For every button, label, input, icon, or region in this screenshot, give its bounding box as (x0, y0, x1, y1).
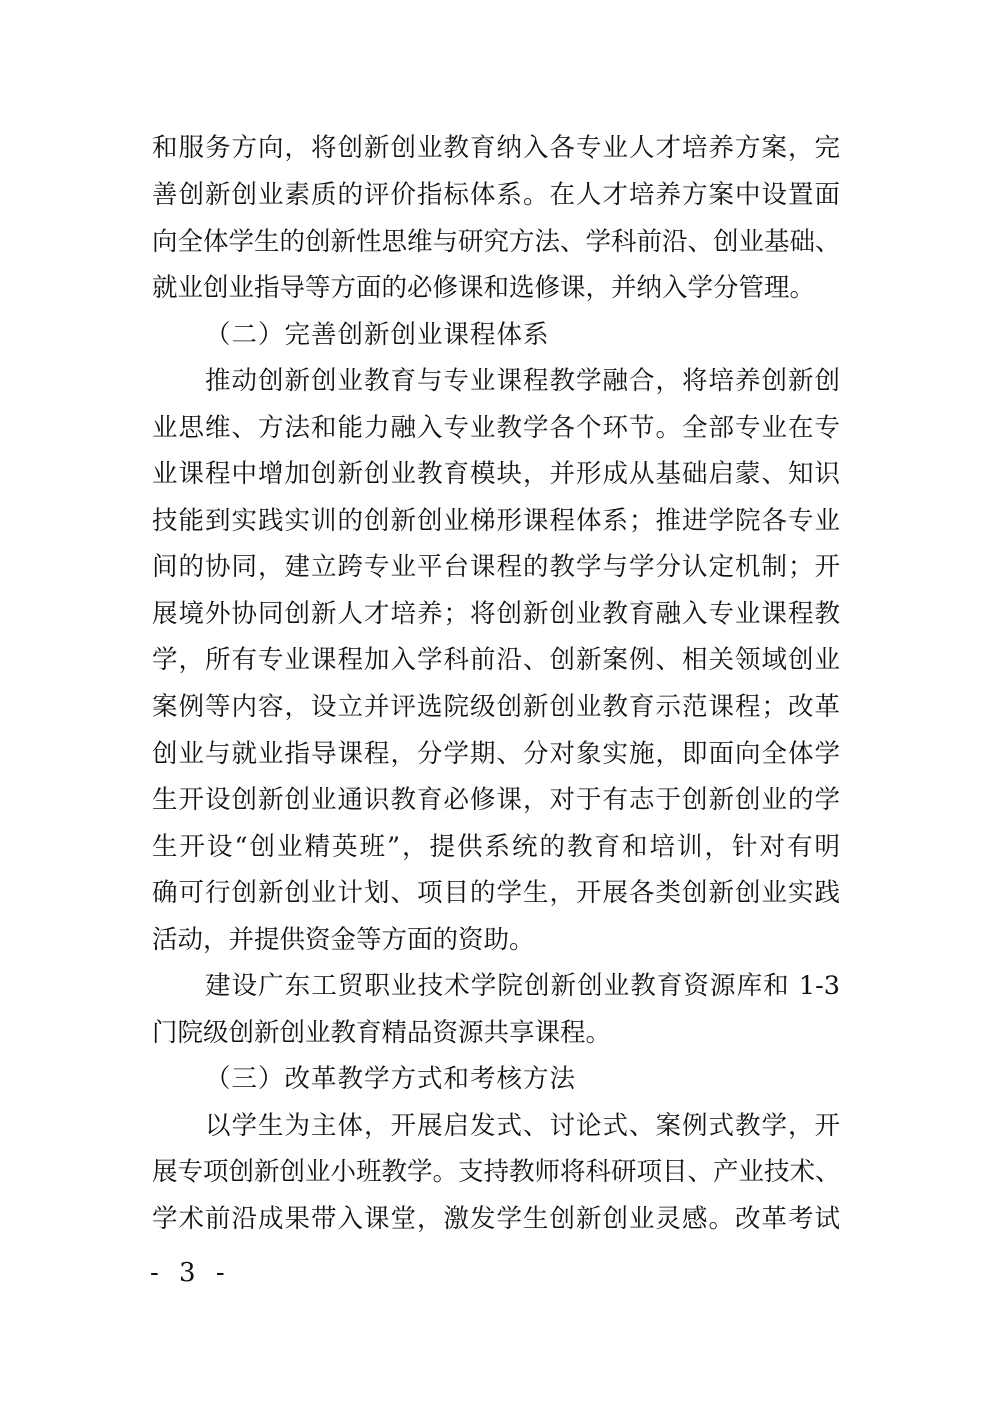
paragraph-2-line-10: 生开设创新创业通识教育必修课，对于有志于创新创业的学 (152, 785, 840, 815)
paragraph-2-line-4: 技能到实践实训的创新创业梯形课程体系；推进学院各专业 (152, 506, 840, 536)
section-heading-2: （二）完善创新创业课程体系 (205, 320, 550, 350)
paragraph-3-line-2: 门院级创新创业教育精品资源共享课程。 (152, 1018, 612, 1048)
paragraph-2-line-8: 案例等内容，设立并评选院级创新创业教育示范课程；改革 (152, 692, 840, 722)
paragraph-4-line-3: 学术前沿成果带入课堂，激发学生创新创业灵感。改革考试 (152, 1204, 840, 1234)
paragraph-1-line-3: 向全体学生的创新性思维与研究方法、学科前沿、创业基础、 (152, 227, 841, 257)
paragraph-2-line-2: 业思维、方法和能力融入专业教学各个环节。全部专业在专 (152, 413, 840, 443)
paragraph-2-line-6: 展境外协同创新人才培养；将创新创业教育融入专业课程教 (152, 599, 840, 629)
paragraph-2-line-3: 业课程中增加创新创业教育模块，并形成从基础启蒙、知识 (152, 459, 840, 489)
paragraph-4-line-1: 以学生为主体，开展启发式、讨论式、案例式教学，开 (205, 1111, 840, 1141)
paragraph-4-line-2: 展专项创新创业小班教学。支持教师将科研项目、产业技术、 (152, 1157, 841, 1187)
paragraph-2-line-12: 确可行创新创业计划、项目的学生，开展各类创新创业实践 (152, 878, 840, 908)
paragraph-2-line-13: 活动，并提供资金等方面的资助。 (152, 925, 535, 955)
paragraph-2-line-7: 学，所有专业课程加入学科前沿、创新案例、相关领域创业 (152, 645, 840, 675)
section-heading-3: （三）改革教学方式和考核方法 (205, 1064, 577, 1094)
paragraph-2-line-11: 生开设“创业精英班”，提供系统的教育和培训，针对有明 (152, 832, 840, 862)
paragraph-1-line-1: 和服务方向，将创新创业教育纳入各专业人才培养方案，完 (152, 133, 840, 163)
paragraph-2-line-1: 推动创新创业教育与专业课程教学融合，将培养创新创 (205, 366, 840, 396)
paragraph-1-line-4: 就业创业指导等方面的必修课和选修课，并纳入学分管理。 (152, 273, 816, 303)
paragraph-3-line-1: 建设广东工贸职业技术学院创新创业教育资源库和 1-3 (205, 971, 840, 1001)
paragraph-2-line-5: 间的协同，建立跨专业平台课程的教学与学分认定机制；开 (152, 552, 840, 582)
page-number: - 3 - (150, 1258, 231, 1288)
paragraph-1-line-2: 善创新创业素质的评价指标体系。在人才培养方案中设置面 (152, 180, 840, 210)
paragraph-2-line-9: 创业与就业指导课程，分学期、分对象实施，即面向全体学 (152, 739, 840, 769)
